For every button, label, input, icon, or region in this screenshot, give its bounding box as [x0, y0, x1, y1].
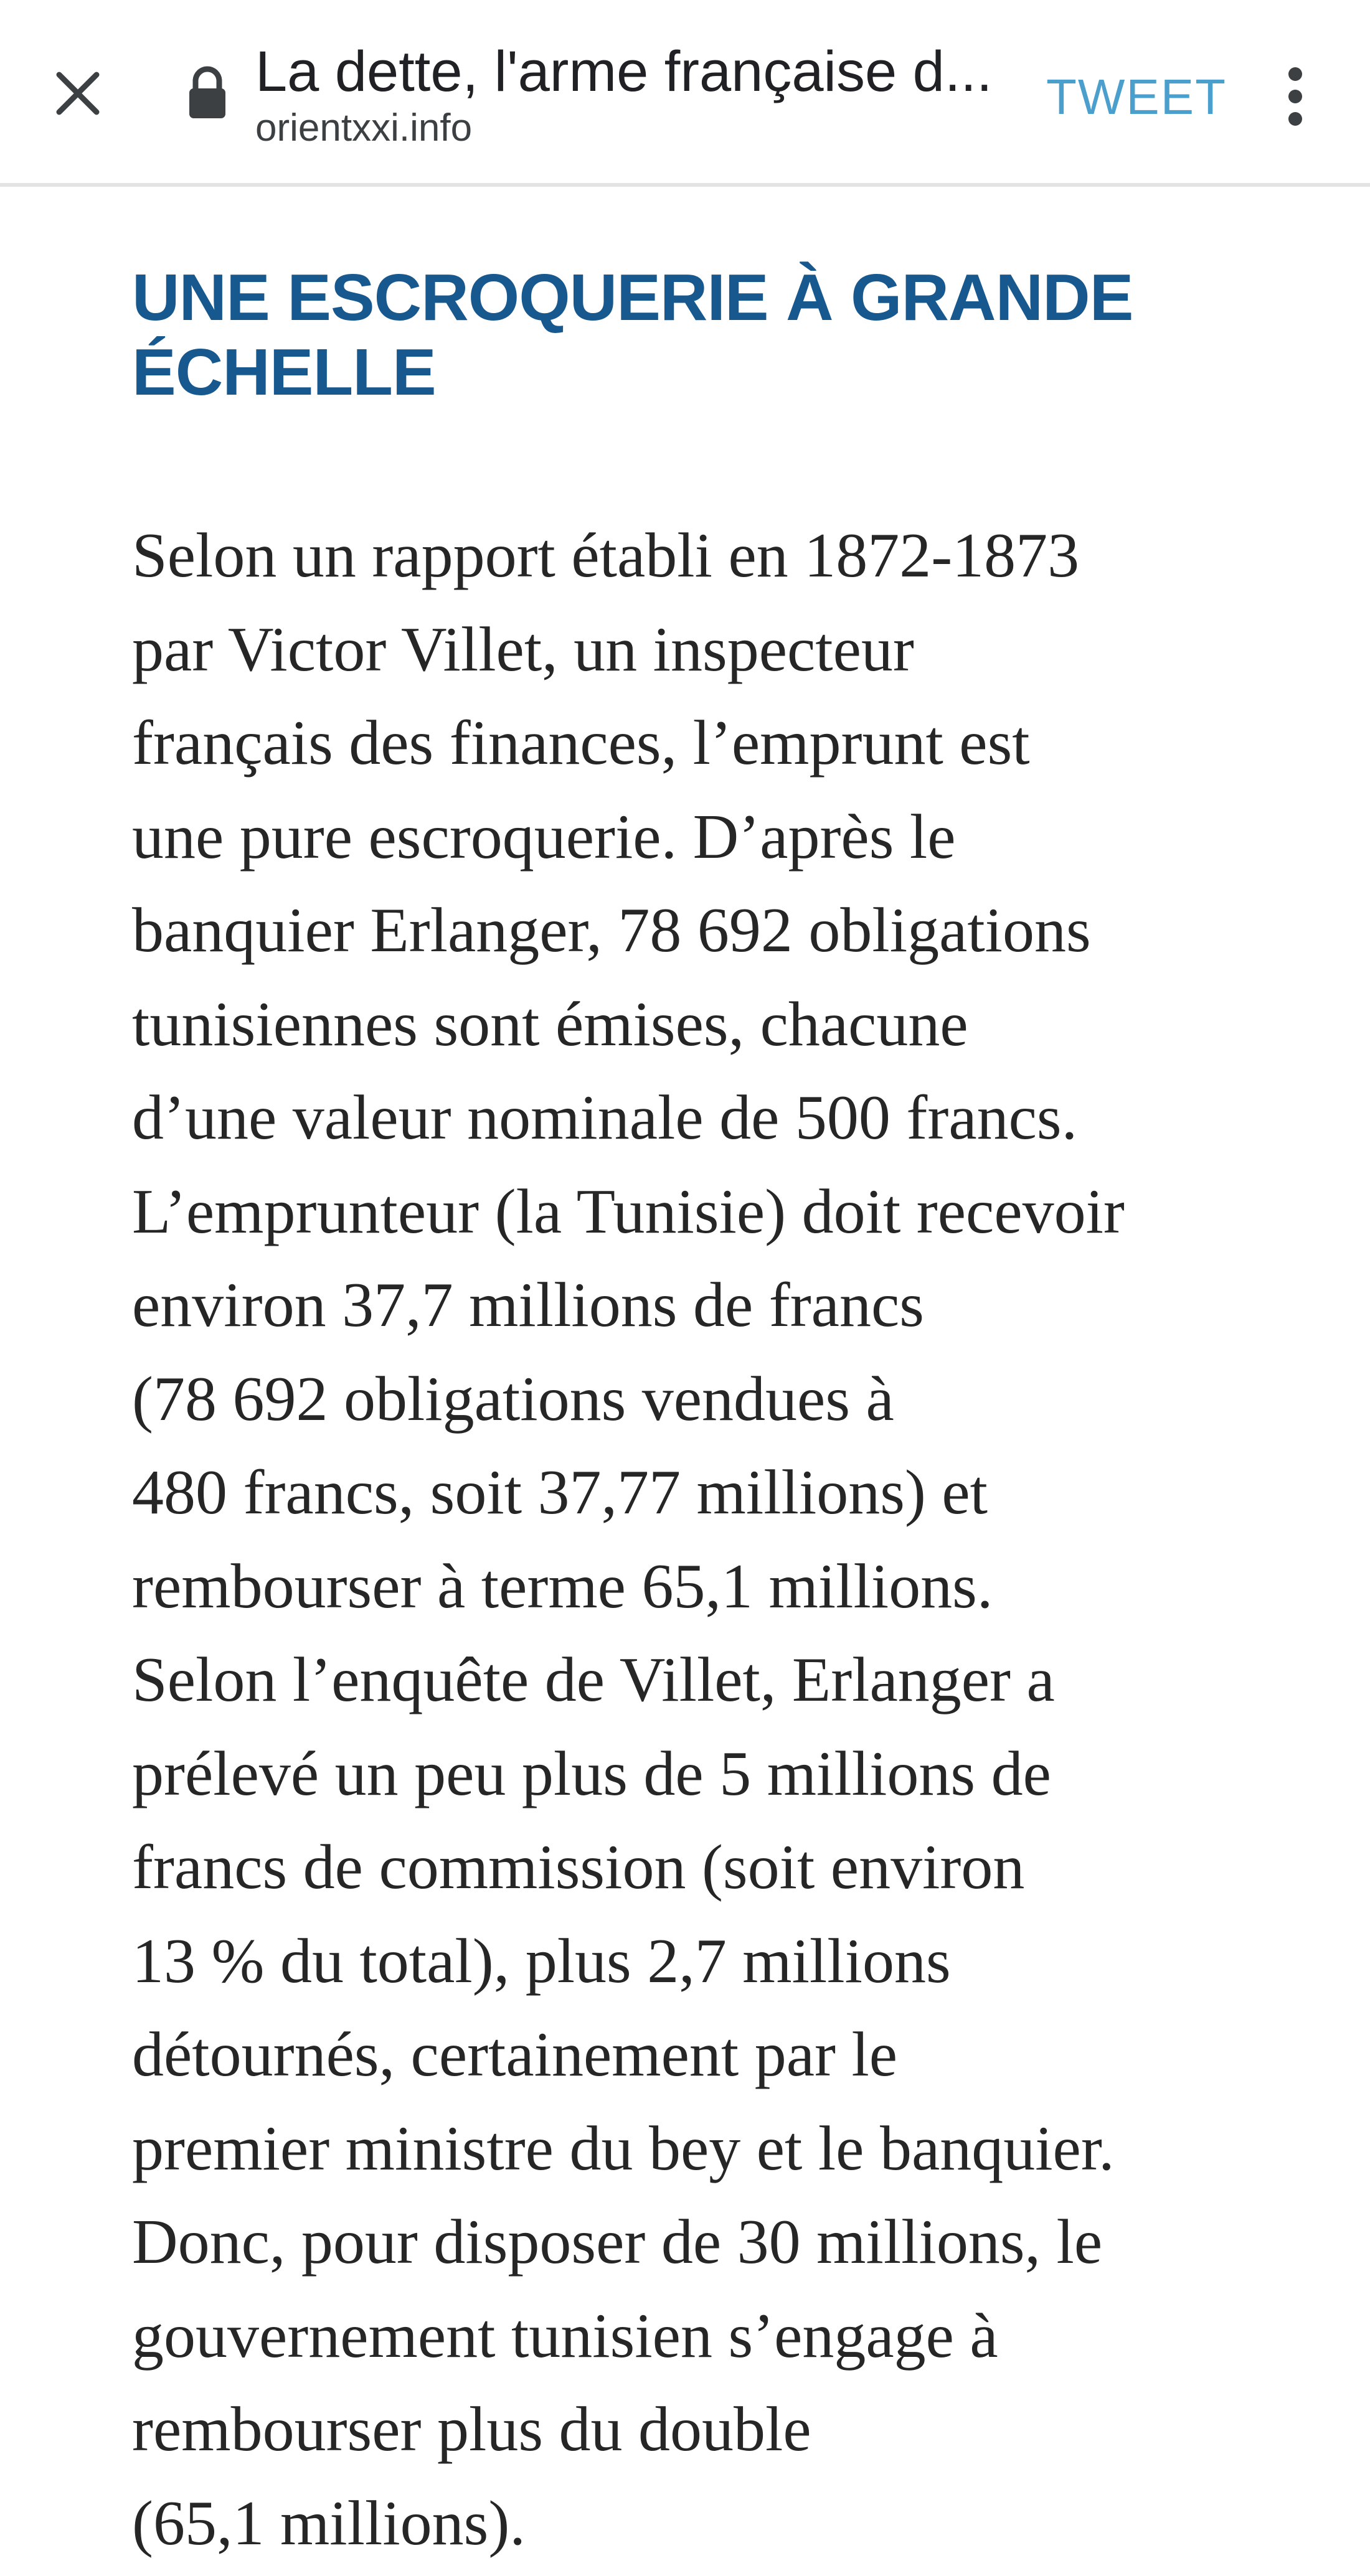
paragraph-line: gouvernement tunisien s’engage à: [132, 2300, 998, 2371]
menu-dot: [1288, 67, 1302, 81]
article-paragraph: [132, 509, 1353, 2570]
paragraph-line: d’une valeur nominale de 500 francs.: [132, 1083, 1078, 1153]
paragraph-line: français des finances, l’emprunt est: [132, 708, 1030, 778]
paragraph-line: premier ministre du bey et le banquier.: [132, 2113, 1115, 2184]
heading-line: ÉCHELLE: [132, 336, 436, 409]
section-heading: [132, 260, 1315, 410]
menu-dot: [1288, 112, 1302, 126]
paragraph-line: Selon l’enquête de Villet, Erlanger a: [132, 1645, 1055, 1715]
paragraph-line: prélevé un peu plus de 5 millions de: [132, 1738, 1051, 1809]
close-icon: [53, 68, 103, 118]
paragraph-line: 480 francs, soit 37,77 millions) et: [132, 1457, 988, 1528]
paragraph-line: francs de commission (soit environ: [132, 1832, 1025, 1902]
menu-dot: [1288, 90, 1302, 103]
page-info[interactable]: [255, 37, 1003, 151]
paragraph-line: Selon un rapport établi en 1872-1873: [132, 520, 1080, 591]
page-url: orientxxi.info: [255, 106, 473, 149]
paragraph-line: une pure escroquerie. D’après le: [132, 801, 956, 872]
paragraph-line: (78 692 obligations vendues à: [132, 1363, 894, 1434]
paragraph-line: banquier Erlanger, 78 692 obligations: [132, 895, 1091, 966]
more-vertical-icon[interactable]: [1270, 62, 1320, 131]
paragraph-line: rembourser à terme 65,1 millions.: [132, 1551, 993, 1622]
paragraph-line: L’emprunteur (la Tunisie) doit recevoir: [132, 1176, 1125, 1247]
paragraph-line: Donc, pour disposer de 30 millions, le: [132, 2207, 1103, 2277]
paragraph-line: (65,1 millions).: [132, 2488, 526, 2559]
paragraph-line: rembourser plus du double: [132, 2394, 811, 2465]
paragraph-line: tunisiennes sont émises, chacune: [132, 989, 968, 1060]
paragraph-line: détournés, certainement par le: [132, 2019, 898, 2090]
heading-line: UNE ESCROQUERIE À GRANDE: [132, 261, 1133, 334]
page-title: La dette, l'arme française d...: [255, 40, 993, 103]
paragraph-line: environ 37,7 millions de francs: [132, 1270, 924, 1340]
tweet-button[interactable]: TWEET: [1046, 69, 1227, 125]
browser-toolbar: [0, 0, 1370, 187]
paragraph-line: par Victor Villet, un inspecteur: [132, 614, 914, 685]
paragraph-line: 13 % du total), plus 2,7 millions: [132, 1925, 951, 1996]
lock-icon: [186, 65, 229, 121]
close-button[interactable]: [44, 59, 112, 128]
